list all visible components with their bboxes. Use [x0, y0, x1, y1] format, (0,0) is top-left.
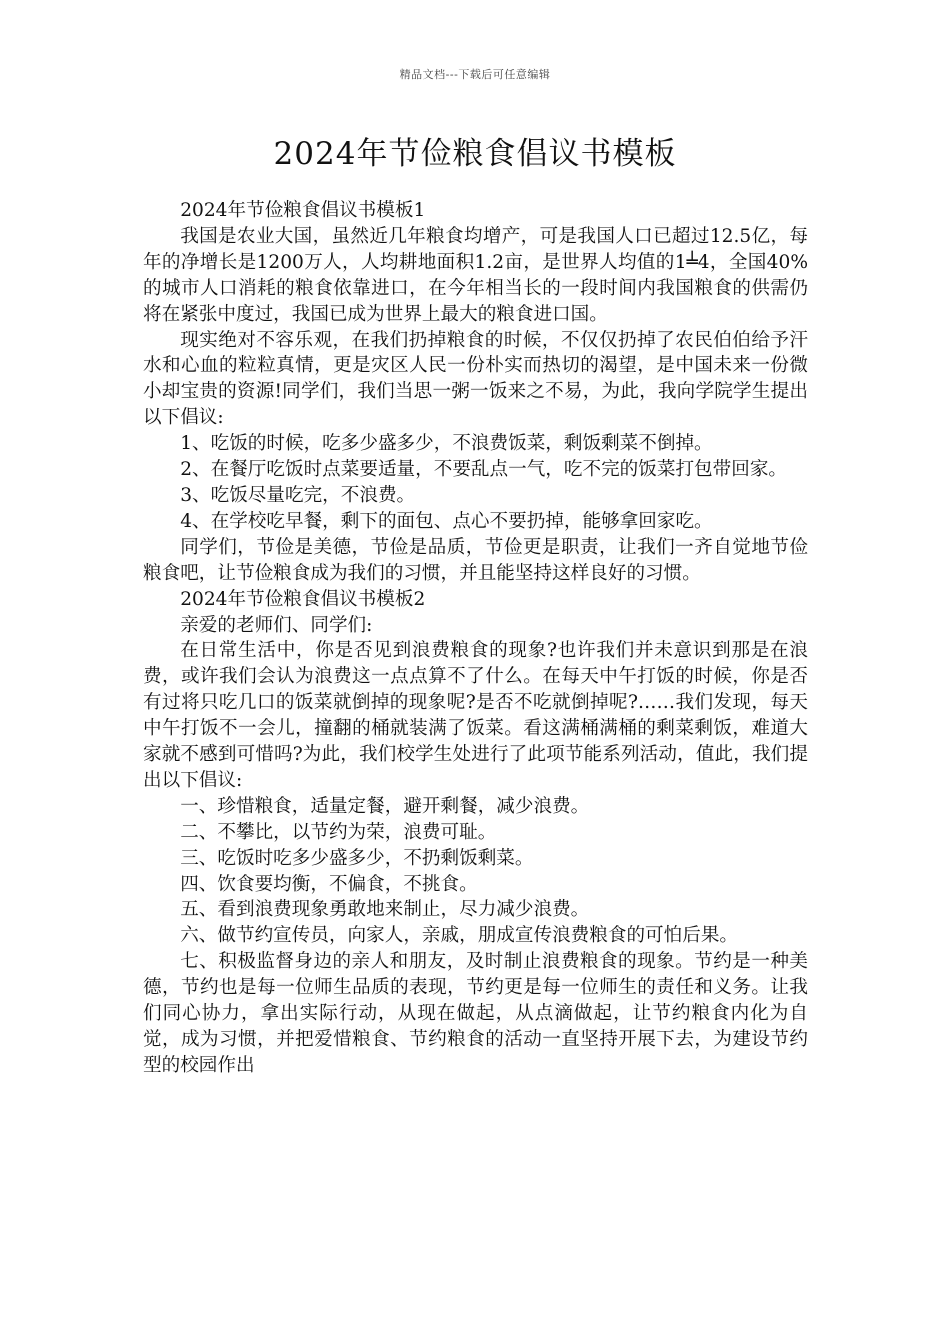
- page-header: 精品文档---下载后可任意编辑: [399, 68, 551, 81]
- list-item: 四、饮食要均衡，不偏食，不挑食。: [180, 873, 478, 895]
- list-item: 1、吃饭的时候，吃多少盛多少，不浪费饭菜，剩饭剩菜不倒掉。: [180, 433, 713, 455]
- list-item: 3、吃饭尽量吃完，不浪费。: [180, 484, 416, 506]
- list-item: 五、看到浪费现象勇敢地来制止，尽力减少浪费。: [180, 899, 590, 921]
- document-title: 2024年节俭粮食倡议书模板: [273, 136, 677, 172]
- body-paragraph: 我国是农业大国，虽然近几年粮食均增产，可是我国人口已超过12.5亿，每年的净增长是1200万人，人均耕地面积1.2亩，是世界人均值的1╧4，全国40%的城市人口消耗的粮食依靠进口，在今年相当长的一段时间内我国粮食的供需仍将在紧张中度过，我国已成为世界上最大的粮食进口国。: [143, 225, 808, 325]
- salutation: 亲爱的老师们、同学们:: [180, 614, 373, 636]
- list-item: 三、吃饭时吃多少盛多少，不扔剩饭剩菜。: [180, 847, 534, 869]
- list-item: 二、不攀比，以节约为荣，浪费可耻。: [180, 821, 497, 843]
- document-body: [143, 198, 808, 1079]
- section-heading-1: 2024年节俭粮食倡议书模板1: [180, 200, 426, 221]
- body-paragraph: 同学们，节俭是美德，节俭是品质，节俭更是职责，让我们一齐自觉地节俭粮食吧，让节俭粮食成为我们的习惯，并且能坚持这样良好的习惯。: [143, 536, 808, 584]
- list-item: 一、珍惜粮食，适量定餐，避开剩餐，减少浪费。: [180, 795, 590, 817]
- list-item: 六、做节约宣传员，向家人，亲戚，朋成宣传浪费粮食的可怕后果。: [180, 925, 739, 947]
- section-heading-2: 2024年节俭粮食倡议书模板2: [180, 588, 426, 610]
- list-item: 2、在餐厅吃饭时点菜要适量，不要乱点一气，吃不完的饭菜打包带回家。: [180, 459, 788, 481]
- body-paragraph: 在日常生活中，你是否见到浪费粮食的现象?也许我们并未意识到那是在浪费，或许我们会认为浪费这一点点算不了什么。在每天中午打饭的时候，你是否有过将只吃几口的饭菜就倒掉的现象呢?是否不吃就倒掉呢?……我们发现，每天中午打饭不一会儿，撞翻的桶就装满了饭菜。看这满桶满桶的剩菜剩饭，难道大家就不感到可惜吗?为此，我们校学生处进行了此项节能系列活动，值此，我们提出以下倡议:: [143, 640, 808, 791]
- list-item: 七、积极监督身边的亲人和朋友，及时制止浪费粮食的现象。节约是一种美德，节约也是每一位师生品质的表现，节约更是每一位师生的责任和义务。让我们同心协力，拿出实际行动，从现在做起，从点滴做起，让节约粮食内化为自觉，成为习惯，并把爱惜粮食、节约粮食的活动一直坚持开展下去，为建设节约型的校园作出: [143, 951, 808, 1076]
- list-item: 4、在学校吃早餐，剩下的面包、点心不要扔掉，能够拿回家吃。: [180, 510, 713, 532]
- body-paragraph: 现实绝对不容乐观，在我们扔掉粮食的时候，不仅仅扔掉了农民伯伯给予汗水和心血的粒粒真情，更是灾区人民一份朴实而热切的渴望，是中国未来一份微小却宝贵的资源!同学们，我们当思一粥一饭来之不易，为此，我向学院学生提出以下倡议:: [143, 329, 808, 429]
